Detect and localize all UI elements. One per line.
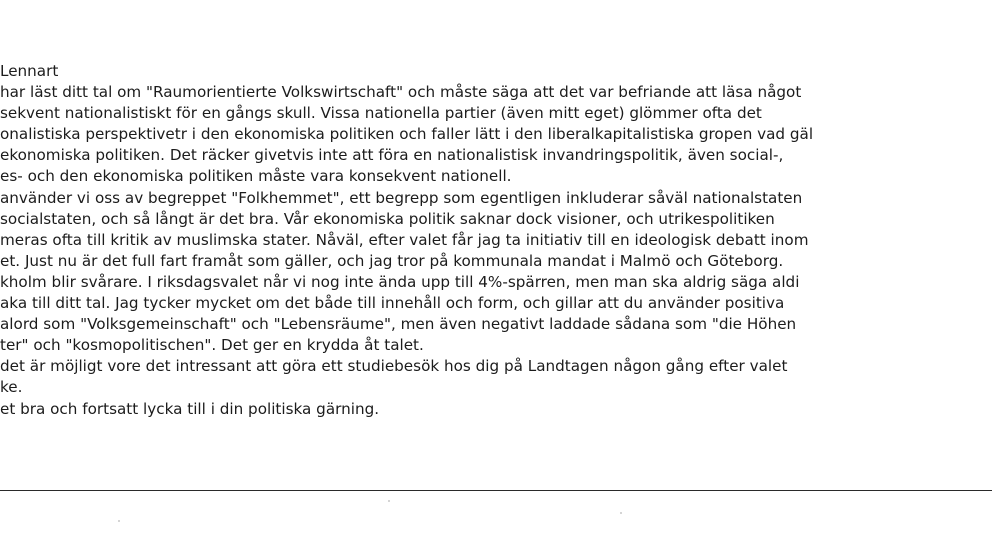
letter-line-salutation: Lennart	[0, 62, 59, 80]
scan-speck	[118, 520, 120, 522]
letter-line: sekvent nationalistiskt för en gångs skull. Vissa nationella partier (även mitt eget) glömmer ofta det	[0, 104, 762, 123]
letter-body	[0, 61, 992, 420]
letter-line: ekonomiska politiken. Det räcker givetvis inte att föra en nationalistisk invandringspolitik, även social-,	[0, 146, 784, 165]
letter-line: onalistiska perspektivetr i den ekonomiska politiken och faller lätt i den liberalkapitalistiska gropen vad gäl	[0, 125, 814, 144]
scan-speck	[388, 500, 390, 502]
letter-line: har läst ditt tal om "Raumorientierte Volkswirtschaft" och måste säga att det var befriande att läsa något	[0, 83, 802, 102]
letter-line-closing: et bra och fortsatt lycka till i din politiska gärning.	[0, 399, 380, 418]
horizontal-rule	[0, 490, 992, 491]
letter-line: socialstaten, och så långt är det bra. Vår ekonomiska politik saknar dock visioner, och utrikespolitiken	[0, 209, 775, 228]
letter-line: es- och den ekonomiska politiken måste vara konsekvent nationell.	[0, 167, 512, 186]
letter-line: kholm blir svårare. I riksdagsvalet når vi nog inte ända upp till 4%-spärren, men man ska aldrig säga aldi	[0, 272, 800, 291]
letter-line: ke.	[0, 378, 23, 397]
letter-line: ter" och "kosmopolitischen". Det ger en krydda åt talet.	[0, 336, 424, 355]
letter-line: et. Just nu är det full fart framåt som gäller, och jag tror på kommunala mandat i Malmö och Göteborg.	[0, 251, 784, 270]
letter-line: aka till ditt tal. Jag tycker mycket om det både till innehåll och form, och gillar att du använder positiva	[0, 294, 785, 313]
letter-line: använder vi oss av begreppet "Folkhemmet", ett begrepp som egentligen inkluderar såväl nationalstaten	[0, 188, 803, 207]
scan-speck	[620, 512, 622, 514]
letter-line: alord som "Volksgemeinschaft" och "Lebensräume", men även negativt laddade sådana som "die Höhen	[0, 315, 797, 334]
letter-line: det är möjligt vore det intressant att göra ett studiebesök hos dig på Landtagen någon gång efter valet	[0, 357, 788, 376]
letter-line: meras ofta till kritik av muslimska stater. Nåväl, efter valet får jag ta initiativ till en ideologisk debatt inom	[0, 230, 809, 249]
